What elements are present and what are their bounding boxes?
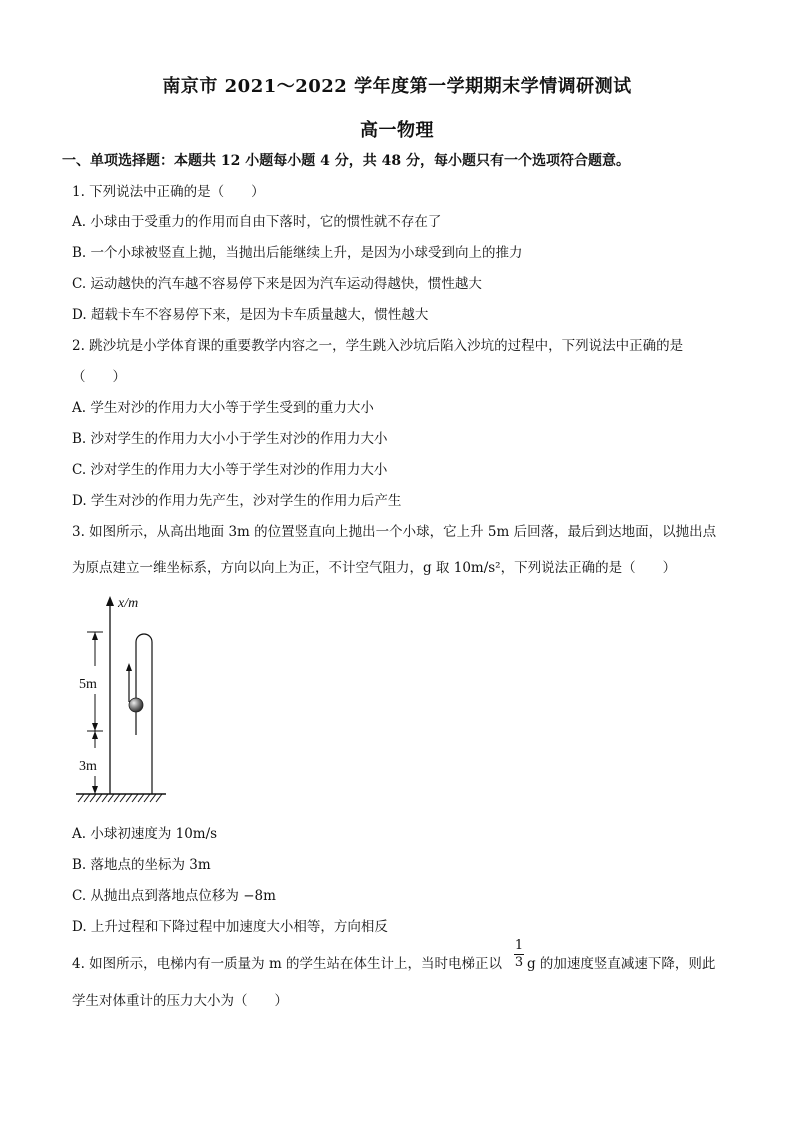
exam-subtitle: 高一物理 bbox=[360, 120, 434, 141]
q4-stem-line1-b: g 的加速度竖直减速下降，则此 bbox=[527, 956, 716, 972]
q3-figure bbox=[70, 590, 180, 805]
q4-fraction bbox=[514, 938, 524, 971]
q3-stem-line2: 为原点建立一维坐标系，方向以向上为正，不计空气阻力，g 取 10m/s²，下列说法正确的是（ ） bbox=[72, 560, 677, 576]
q3-stem-line1: 3. 如图所示，从高出地面 3m 的位置竖直向上抛出一个小球，它上升 5m 后回落，最后到达地面，以抛出点 bbox=[72, 524, 717, 540]
q1-option-a: A. 小球由于受重力的作用而自由下落时，它的惯性就不存在了 bbox=[72, 214, 442, 230]
q2-stem-line2: （ ） bbox=[72, 369, 126, 385]
q2-stem-line1: 2. 跳沙坑是小学体育课的重要教学内容之一，学生跳入沙坑后陷入沙坑的过程中，下列说法中正确的是 bbox=[72, 338, 684, 354]
exam-title: 南京市 2021～2022 学年度第一学期期末学情调研测试 bbox=[162, 76, 632, 97]
q1-option-c: C. 运动越快的汽车越不容易停下来是因为汽车运动得越快，惯性越大 bbox=[72, 276, 482, 292]
q1-stem: 1. 下列说法中正确的是（ ） bbox=[72, 184, 265, 200]
trajectory-path bbox=[136, 634, 152, 794]
label-3m: 3m bbox=[79, 759, 97, 774]
q3-option-b: B. 落地点的坐标为 3m bbox=[72, 857, 211, 873]
velocity-arrowhead bbox=[126, 663, 132, 671]
x-axis-label: x/m bbox=[118, 596, 139, 611]
q4-fraction-numerator: 1 bbox=[514, 938, 524, 953]
q3-option-d: D. 上升过程和下降过程中加速度大小相等，方向相反 bbox=[72, 919, 388, 935]
q2-option-a: A. 学生对沙的作用力大小等于学生受到的重力大小 bbox=[72, 400, 374, 416]
q3-option-c: C. 从抛出点到落地点位移为 −8m bbox=[72, 888, 276, 904]
q2-option-c: C. 沙对学生的作用力大小等于学生对沙的作用力大小 bbox=[72, 462, 388, 478]
q2-option-d: D. 学生对沙的作用力先产生，沙对学生的作用力后产生 bbox=[72, 493, 402, 509]
q4-fraction-denominator: 3 bbox=[514, 955, 524, 970]
ball bbox=[129, 698, 143, 712]
section-heading: 一、单项选择题：本题共 12 小题每小题 4 分，共 48 分，每小题只有一个选项符合题意。 bbox=[62, 153, 630, 169]
q4-stem-line2: 学生对体重计的压力大小为（ ） bbox=[72, 993, 288, 1009]
ground-hatch bbox=[76, 794, 166, 802]
label-5m: 5m bbox=[79, 677, 97, 692]
q1-option-d: D. 超载卡车不容易停下来，是因为卡车质量越大，惯性越大 bbox=[72, 307, 429, 323]
x-axis-arrow bbox=[106, 596, 114, 606]
q2-option-b: B. 沙对学生的作用力大小小于学生对沙的作用力大小 bbox=[72, 431, 388, 447]
q3-option-a: A. 小球初速度为 10m/s bbox=[72, 826, 218, 842]
q4-stem-line1-a: 4. 如图所示，电梯内有一质量为 m 的学生站在体生计上，当时电梯正以 bbox=[72, 956, 503, 972]
q1-option-b: B. 一个小球被竖直上抛，当抛出后能继续上升，是因为小球受到向上的推力 bbox=[72, 245, 523, 261]
